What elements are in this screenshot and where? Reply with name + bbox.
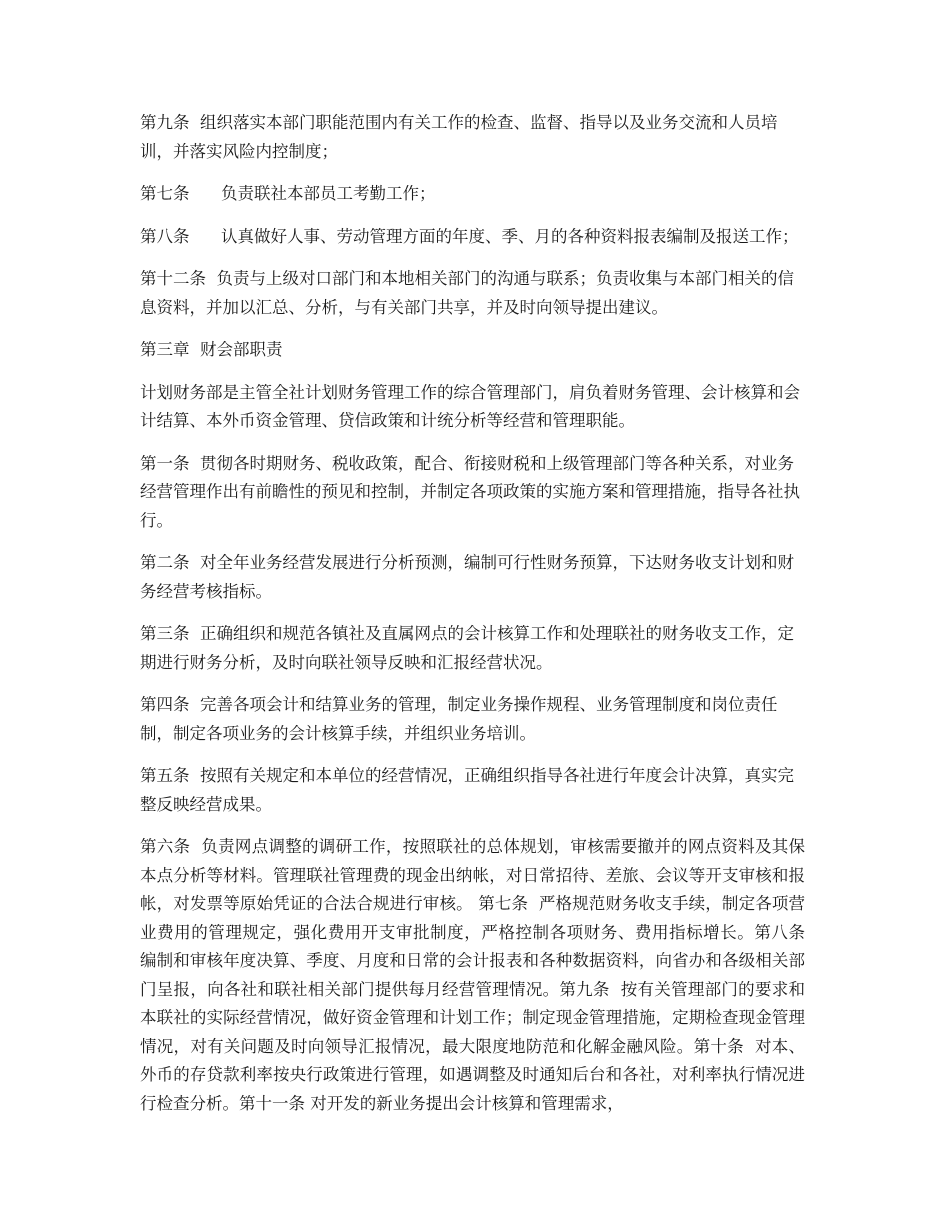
paragraph-article-2-budget: 第二条 对全年业务经营发展进行分析预测，编制可行性财务预算，下达财务收支计划和财务经营考核指标。	[140, 553, 794, 601]
paragraph-article-1-policy: 第一条 贯彻各时期财务、税收政策，配合、衔接财税和上级管理部门等各种关系，对业务经营管理作出有前瞻性的预见和控制，并制定各项政策的实施方案和管理措施，指导各社执行。	[140, 453, 800, 530]
paragraph-article-12-communication: 第十二条 负责与上级对口部门和本地相关部门的沟通与联系；负责收集与本部门相关的信息资料，并加以汇总、分析，与有关部门共享，并及时向领导提出建议。	[140, 269, 794, 317]
paragraph-article-7-attendance: 第七条 负责联社本部员工考勤工作；	[140, 184, 436, 203]
paragraph-article-6-to-11: 第六条 负责网点调整的调研工作，按照联社的总体规划，审核需要撤并的网点资料及其保本点分析等材料。管理联社管理费的现金出纳帐，对日常招待、差旅、会议等开支审核和报帐，对发票等原始凭证的合法合规进行审核。 第七条 严格规范财务收支手续，制定各项营业费用的管理规定，强化费用开支审批制度，严格控制各项财务、费用指标增长。第八条 编制和审核年度决算、季度、月度和日常的会计报表和各种数据资料，向省办和各级相关部门呈报，向各社和联社相关部门提供每月经营管理情况。第九条 按有关管理部门的要求和本联社的实际经营情况，做好资金管理和计划工作；制定现金管理措施，定期检查现金管理情况，对有关问题及时向领导汇报情况，最大限度地防范和化解金融风险。第十条 对本、外币的存贷款利率按央行政策进行管理，如遇调整及时通知后台和各社，对利率执行情况进行检查分析。第十一条 对开发的新业务提出会计核算和管理需求，	[140, 837, 816, 1113]
document-page	[140, 109, 816, 1132]
paragraph-article-9-training: 第九条 组织落实本部门职能范围内有关工作的检查、监督、指导以及业务交流和人员培训，并落实风险内控制度；	[140, 113, 778, 161]
paragraph-article-4-settlement: 第四条 完善各项会计和结算业务的管理，制定业务操作规程、业务管理制度和岗位责任制，制定各项业务的会计核算手续，并组织业务培训。	[140, 695, 778, 743]
paragraph-article-5-final-accounts: 第五条 按照有关规定和本单位的经营情况，正确组织指导各社进行年度会计决算，真实完整反映经营成果。	[140, 766, 794, 814]
paragraph-finance-dept-intro: 计划财务部是主管全社计划财务管理工作的综合管理部门，肩负着财务管理、会计核算和会计结算、本外币资金管理、贷信政策和计统分析等经营和管理职能。	[140, 382, 800, 430]
paragraph-article-8-reports: 第八条 认真做好人事、劳动管理方面的年度、季、月的各种资料报表编制及报送工作；	[140, 226, 799, 246]
chapter-3-heading: 第三章 财会部职责	[140, 340, 283, 359]
paragraph-article-3-accounting: 第三条 正确组织和规范各镇社及直属网点的会计核算工作和处理联社的财务收支工作，定期进行财务分析，及时向联社领导反映和汇报经营状况。	[140, 624, 794, 672]
